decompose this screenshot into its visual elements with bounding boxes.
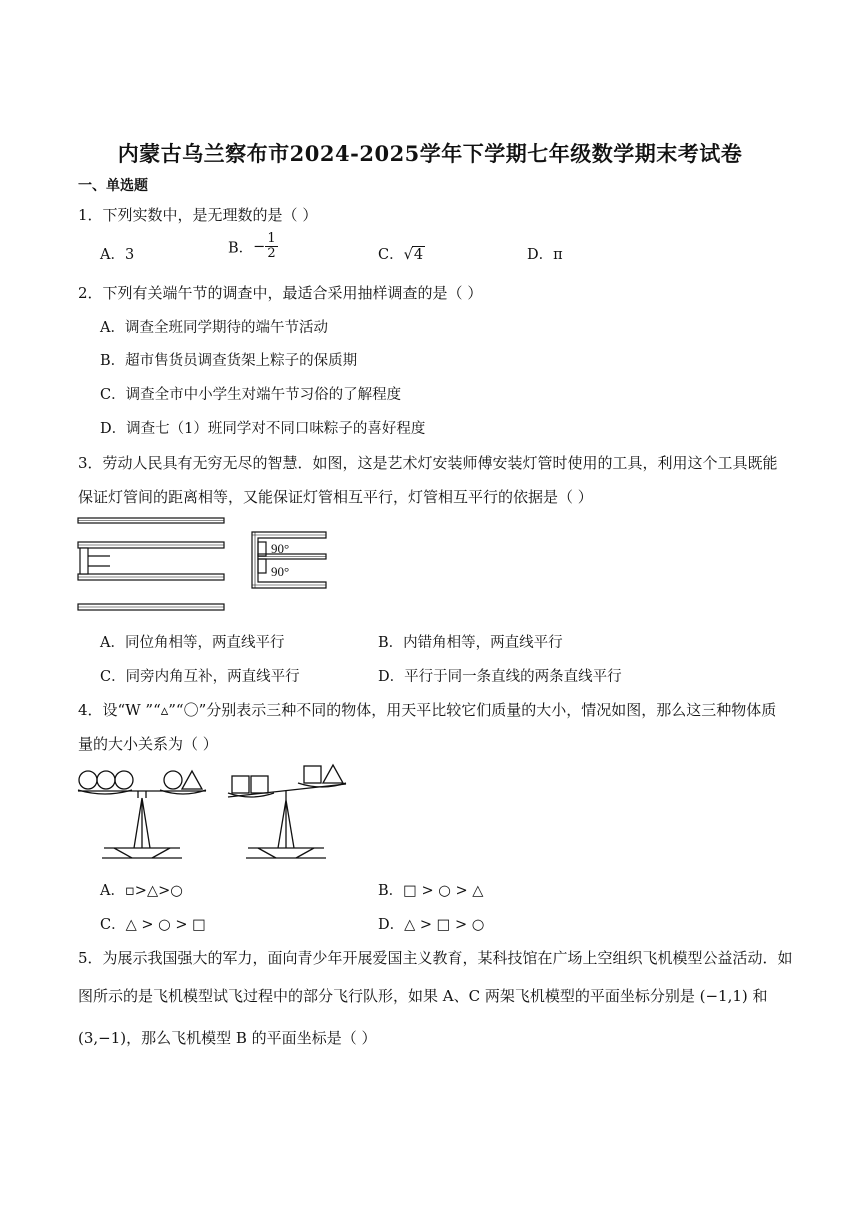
q4-balance-scales-figure <box>74 760 364 866</box>
q4-option-b: B．□ > ○ > △ <box>378 883 484 899</box>
q2-stem: 2．下列有关端午节的调查中，最适合采用抽样调查的是（ ） <box>78 284 483 302</box>
q3-option-a: A．同位角相等，两直线平行 <box>100 635 285 651</box>
q5-stem-line3: (3,−1)，那么飞机模型 B 的平面坐标是（ ） <box>78 1029 377 1047</box>
q4-option-c: C．△ > ○ > □ <box>100 917 206 933</box>
q5-stem-line2: 图所示的是飞机模型试飞过程中的部分飞行队形，如果 A、C 两架飞机模型的平面坐标分别是 (−1,1) 和 <box>78 987 768 1005</box>
q1-option-b-prefix: B． <box>228 240 254 257</box>
q5-stem-line1: 5．为展示我国强大的军力，面向青少年开展爱国主义教育，某科技馆在广场上空组织飞机模型公益活动．如 <box>78 949 793 967</box>
q4-stem-line1: 4．设“W ”“▵”“〇”分别表示三种不同的物体，用天平比较它们质量的大小，情况如图，那么这三种物体质 <box>78 701 777 719</box>
triangle-icon <box>182 771 202 789</box>
sqrt-icon: √ <box>403 247 413 263</box>
page-title: 内蒙古乌兰察布市2024-2025学年下学期七年级数学期末考试卷 <box>117 141 743 166</box>
q4-stem-line2: 量的大小关系为（ ） <box>78 735 218 753</box>
q1-option-b-numerator: 1 <box>267 231 276 246</box>
circle-icon <box>79 771 97 789</box>
q1-stem: 1．下列实数中，是无理数的是（ ） <box>78 206 318 224</box>
q1-option-b-fraction <box>265 232 277 262</box>
q3-lamp-tool-figure <box>74 514 334 616</box>
q4-option-a: A．▫>△>○ <box>100 883 183 899</box>
q3-angle-label-1: 90° <box>271 541 290 556</box>
circle-icon <box>97 771 115 789</box>
q1-option-c-radicand: 4 <box>413 247 424 263</box>
square-icon <box>304 766 321 783</box>
q3-option-b: B．内错角相等，两直线平行 <box>378 635 563 651</box>
q3-angle-label-2: 90° <box>271 564 290 579</box>
q2-option-d: D．调查七（1）班同学对不同口味粽子的喜好程度 <box>100 421 426 437</box>
q3-stem-line2: 保证灯管间的距离相等，又能保证灯管相互平行，灯管相互平行的依据是（ ） <box>78 488 593 506</box>
square-icon <box>232 776 249 793</box>
q3-stem-line1: 3．劳动人民具有无穷无尽的智慧．如图，这是艺术灯安装师傅安装灯管时使用的工具，利用这个工具既能 <box>78 454 778 472</box>
q1-option-c-prefix: C． <box>378 247 404 263</box>
q1-option-b <box>228 232 278 262</box>
section-heading: 一、单选题 <box>78 178 148 194</box>
triangle-icon <box>323 765 343 783</box>
q2-option-a: A．调查全班同学期待的端午节活动 <box>100 320 328 336</box>
q2-option-c: C．调查全市中小学生对端午节习俗的了解程度 <box>100 387 402 403</box>
q2-option-b: B．超市售货员调查货架上粽子的保质期 <box>100 353 358 369</box>
q1-option-a: A．3 <box>100 247 135 263</box>
q1-option-d: D．π <box>527 247 563 263</box>
q1-option-c <box>378 243 425 264</box>
circle-icon <box>164 771 182 789</box>
circle-icon <box>115 771 133 789</box>
q3-option-c: C．同旁内角互补，两直线平行 <box>100 669 300 685</box>
q1-option-b-sign: − <box>253 238 266 255</box>
q4-option-d: D．△ > □ > ○ <box>378 917 485 933</box>
q1-option-b-denominator: 2 <box>267 246 276 262</box>
q3-option-d: D．平行于同一条直线的两条直线平行 <box>378 669 622 685</box>
square-icon <box>251 776 268 793</box>
